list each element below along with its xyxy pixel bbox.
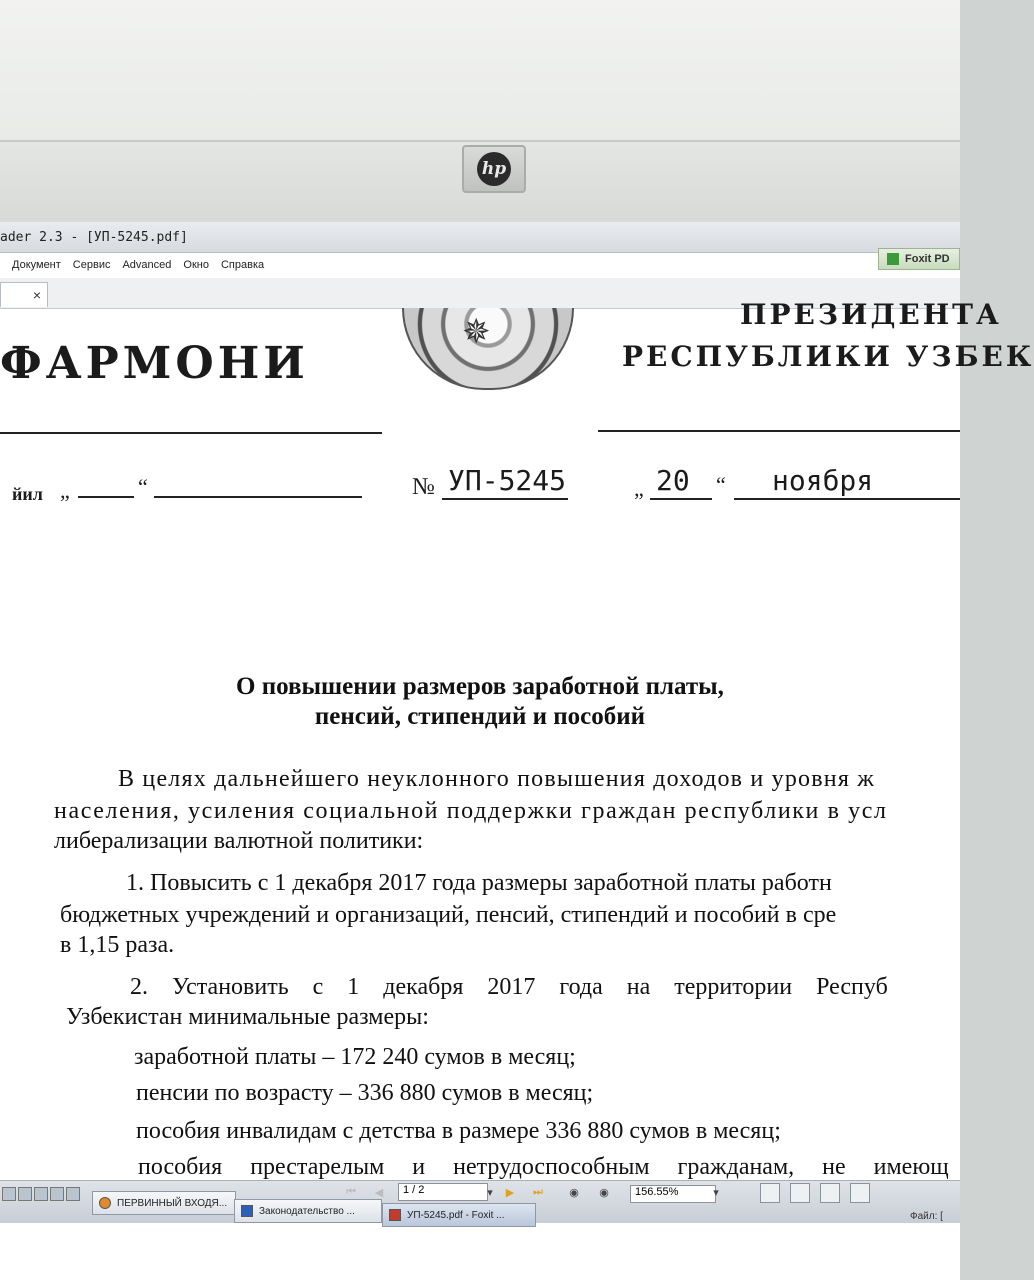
day-underline [650, 498, 712, 500]
menu-document[interactable]: Документ [12, 259, 61, 271]
page-dropdown-icon[interactable]: ▾ [487, 1186, 493, 1199]
para-1-line3: в 1,15 раза. [60, 932, 175, 958]
hp-logo-plate [462, 145, 526, 193]
document-tab[interactable] [0, 282, 48, 307]
continuous-facing-view-icon[interactable] [850, 1183, 870, 1203]
quicklaunch-icon-4[interactable] [50, 1187, 64, 1201]
quote-open-right: „ [634, 476, 644, 501]
para-intro-line2: населения, усиления социальной поддержки граждан республики в усл [54, 798, 888, 824]
task-label: УП-5245.pdf - Foxit ... [407, 1209, 505, 1221]
header-right-top: ПРЕЗИДЕНТА [740, 298, 1002, 331]
menu-tools[interactable]: Сервис [72, 259, 111, 271]
number-underline [442, 498, 568, 500]
para-2-line2: Узбекистан минимальные размеры: [66, 1004, 429, 1030]
continuous-view-icon[interactable] [790, 1183, 810, 1203]
file-status-label: Файл: [ [910, 1211, 943, 1222]
para-1-line1: 1. Повысить с 1 декабря 2017 года размеры заработной платы работн [126, 870, 832, 896]
zoom-level: 156.55% [635, 1186, 679, 1198]
task-button-incoming[interactable] [92, 1191, 236, 1215]
browser-icon [99, 1197, 111, 1209]
decree-day: 20 [656, 464, 690, 497]
number-prefix: № [412, 474, 435, 500]
zoom-dropdown-icon[interactable]: ▾ [713, 1186, 719, 1199]
para-1-line2: бюджетных учреждений и организаций, пенсий, стипендий и пособий в сре [60, 902, 837, 928]
decree-month: ноября [772, 464, 874, 497]
date-blank-day [78, 496, 134, 498]
disability-benefit-line: пособия инвалидам с детства в размере 336 880 сумов в месяц; [136, 1118, 781, 1144]
para-intro-line1: В целях дальнейшего неуклонного повышения доходов и уровня ж [118, 766, 876, 792]
back-icon[interactable]: ◉ [569, 1186, 579, 1199]
task-button-foxit[interactable] [382, 1203, 536, 1227]
app-icon [241, 1205, 253, 1217]
window-title: ader 2.3 - [УП-5245.pdf] [0, 230, 188, 245]
menu-help[interactable]: Справка [220, 259, 265, 271]
window-titlebar [0, 222, 960, 253]
quicklaunch-icon-1[interactable] [2, 1187, 16, 1201]
page-indicator: 1 / 2 [403, 1184, 425, 1196]
menu-bar [0, 254, 892, 276]
pdf-page [0, 298, 1034, 1188]
quote-close-left: “ [138, 474, 148, 499]
foxit-tab-label: Foxit PD [905, 253, 950, 265]
quote-close-right: “ [716, 472, 726, 497]
elderly-benefit-line: пособия престарелым и нетрудоспособным гражданам, не имеющ [138, 1154, 949, 1180]
para-2-line1: 2. Установить с 1 декабря 2017 года на территории Респуб [130, 974, 888, 1000]
task-label: ПЕРВИННЫЙ ВХОДЯ... [117, 1197, 228, 1209]
min-pension-line: пенсии по возрасту – 336 880 сумов в месяц; [136, 1080, 594, 1106]
last-page-icon[interactable]: ⏭ [533, 1185, 543, 1198]
header-left-title: ФАРМОНИ [0, 338, 309, 389]
month-underline [734, 498, 960, 500]
decree-number: УП-5245 [448, 464, 567, 497]
hp-logo: hp [477, 152, 511, 186]
quicklaunch-icon-2[interactable] [18, 1187, 32, 1201]
page-number-input[interactable] [398, 1183, 488, 1201]
quicklaunch-icon-3[interactable] [34, 1187, 48, 1201]
decree-title-line1: О повышении размеров заработной платы, [236, 673, 724, 700]
facing-view-icon[interactable] [820, 1183, 840, 1203]
quote-open-left: „ [60, 478, 70, 503]
date-blank-month [154, 496, 362, 498]
first-page-icon[interactable]: ⏮ [346, 1185, 356, 1198]
next-page-icon[interactable]: ▶ [505, 1186, 515, 1199]
year-label: йил [12, 484, 43, 504]
task-label: Законодательство ... [259, 1205, 355, 1217]
single-page-view-icon[interactable] [760, 1183, 780, 1203]
close-icon[interactable]: × [32, 287, 41, 303]
prev-page-icon[interactable]: ◀ [374, 1186, 384, 1199]
emblem-star-icon: ✵ [462, 313, 491, 351]
header-rule-right [598, 430, 960, 432]
task-button-legislation[interactable] [234, 1199, 382, 1223]
pdf-icon [389, 1209, 401, 1221]
para-intro-line3: либерализации валютной политики: [54, 828, 424, 854]
decree-title [0, 672, 960, 732]
quicklaunch-icon-5[interactable] [66, 1187, 80, 1201]
decree-title-line2: пенсий, стипендий и пособий [314, 703, 646, 730]
zoom-input[interactable] [630, 1185, 716, 1203]
header-right-bottom: РЕСПУБЛИКИ УЗБЕК [622, 340, 1034, 373]
header-rule-left [0, 432, 382, 434]
screen [0, 222, 1034, 1280]
menu-advanced[interactable]: Advanced [122, 259, 172, 271]
forward-icon[interactable]: ◉ [599, 1186, 609, 1199]
min-wage-line: заработной платы – 172 240 сумов в месяц; [134, 1044, 576, 1070]
taskbar [0, 1180, 960, 1223]
menu-window[interactable]: Окно [183, 259, 209, 271]
